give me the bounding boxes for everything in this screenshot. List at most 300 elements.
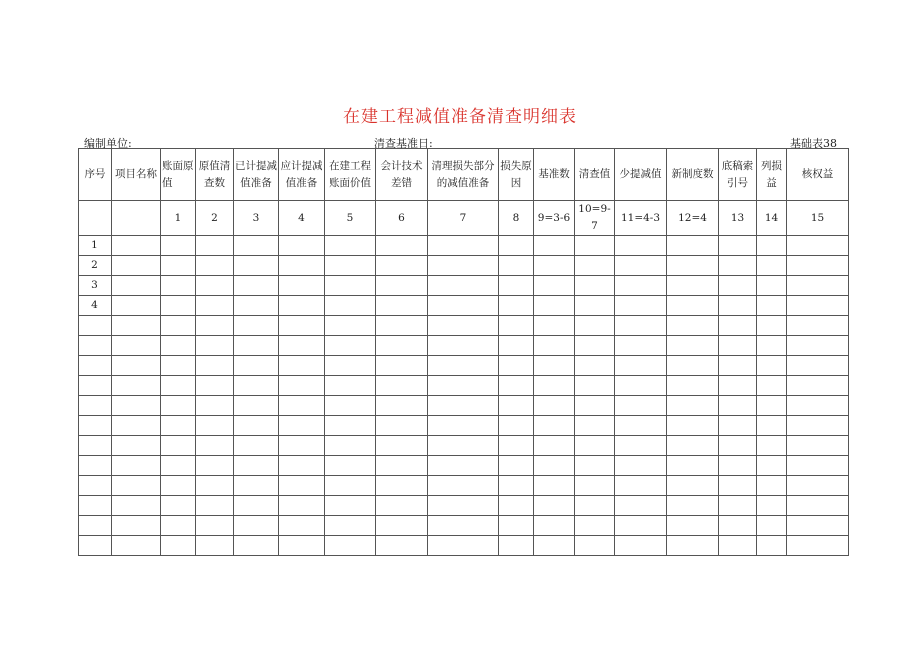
table-cell[interactable] <box>615 376 667 396</box>
table-cell[interactable] <box>234 536 279 556</box>
table-cell[interactable] <box>325 536 376 556</box>
table-cell[interactable] <box>112 336 161 356</box>
row-number <box>79 516 112 536</box>
table-cell[interactable] <box>112 236 161 256</box>
table-cell[interactable] <box>234 496 279 516</box>
table-cell[interactable] <box>719 536 757 556</box>
column-number: 10=9-7 <box>575 201 615 236</box>
table-cell[interactable] <box>534 456 575 476</box>
table-cell[interactable] <box>667 356 719 376</box>
table-cell[interactable] <box>575 536 615 556</box>
table-cell[interactable] <box>757 256 787 276</box>
table-cell[interactable] <box>757 276 787 296</box>
table-cell[interactable] <box>534 496 575 516</box>
table-cell[interactable] <box>196 336 234 356</box>
table-cell[interactable] <box>376 476 428 496</box>
row-number <box>79 396 112 416</box>
table-cell[interactable] <box>234 356 279 376</box>
column-header: 底稿索引号 <box>719 149 757 201</box>
table-cell[interactable] <box>376 536 428 556</box>
row-number: 1 <box>79 236 112 256</box>
row-number: 2 <box>79 256 112 276</box>
table-cell[interactable] <box>499 336 534 356</box>
table-cell[interactable] <box>279 396 325 416</box>
table-cell[interactable] <box>719 456 757 476</box>
column-number: 11=4-3 <box>615 201 667 236</box>
table-cell[interactable] <box>325 496 376 516</box>
table-cell[interactable] <box>719 376 757 396</box>
table-cell[interactable] <box>787 496 849 516</box>
column-header: 会计技术差错 <box>376 149 428 201</box>
table-cell[interactable] <box>161 516 196 536</box>
table-cell[interactable] <box>279 456 325 476</box>
table-cell[interactable] <box>234 336 279 356</box>
table-cell[interactable] <box>667 416 719 436</box>
table-cell[interactable] <box>161 336 196 356</box>
table-cell[interactable] <box>428 436 499 456</box>
table-cell[interactable] <box>719 496 757 516</box>
table-cell[interactable] <box>428 416 499 436</box>
table-cell[interactable] <box>428 356 499 376</box>
table-cell[interactable] <box>499 416 534 436</box>
table-cell[interactable] <box>234 376 279 396</box>
table-cell[interactable] <box>325 456 376 476</box>
table-cell[interactable] <box>161 296 196 316</box>
table-cell[interactable] <box>279 436 325 456</box>
table-cell[interactable] <box>575 296 615 316</box>
table-cell[interactable] <box>196 276 234 296</box>
table-row <box>79 296 849 316</box>
column-header: 原值清查数 <box>196 149 234 201</box>
table-cell[interactable] <box>575 316 615 336</box>
table-cell[interactable] <box>787 436 849 456</box>
table-cell[interactable] <box>279 316 325 336</box>
table-row <box>79 476 849 496</box>
table-cell[interactable] <box>325 516 376 536</box>
table-cell[interactable] <box>196 356 234 376</box>
table-cell[interactable] <box>667 456 719 476</box>
table-cell[interactable] <box>196 256 234 276</box>
table-cell[interactable] <box>667 296 719 316</box>
column-header: 清查值 <box>575 149 615 201</box>
table-cell[interactable] <box>667 476 719 496</box>
table-cell[interactable] <box>325 376 376 396</box>
table-cell[interactable] <box>376 456 428 476</box>
table-cell[interactable] <box>499 256 534 276</box>
table-cell[interactable] <box>719 256 757 276</box>
table-cell[interactable] <box>667 436 719 456</box>
column-number: 2 <box>196 201 234 236</box>
table-cell[interactable] <box>376 336 428 356</box>
table-cell[interactable] <box>279 296 325 316</box>
table-cell[interactable] <box>667 376 719 396</box>
table-cell[interactable] <box>534 396 575 416</box>
table-cell[interactable] <box>719 436 757 456</box>
table-cell[interactable] <box>325 396 376 416</box>
table-cell[interactable] <box>234 276 279 296</box>
table-cell[interactable] <box>325 336 376 356</box>
table-cell[interactable] <box>534 476 575 496</box>
table-cell[interactable] <box>499 476 534 496</box>
column-number: 1 <box>161 201 196 236</box>
table-cell[interactable] <box>196 536 234 556</box>
table-cell[interactable] <box>615 516 667 536</box>
table-cell[interactable] <box>575 256 615 276</box>
table-cell[interactable] <box>757 416 787 436</box>
table-cell[interactable] <box>615 456 667 476</box>
table-cell[interactable] <box>325 276 376 296</box>
table-cell[interactable] <box>499 396 534 416</box>
table-cell[interactable] <box>534 436 575 456</box>
table-cell[interactable] <box>787 376 849 396</box>
column-header: 损失原因 <box>499 149 534 201</box>
table-cell[interactable] <box>534 236 575 256</box>
table-cell[interactable] <box>112 456 161 476</box>
table-cell[interactable] <box>112 296 161 316</box>
table-cell[interactable] <box>719 416 757 436</box>
column-header: 核权益 <box>787 149 849 201</box>
table-cell[interactable] <box>112 396 161 416</box>
table-cell[interactable] <box>112 356 161 376</box>
table-cell[interactable] <box>499 376 534 396</box>
table-cell[interactable] <box>719 316 757 336</box>
table-cell[interactable] <box>615 236 667 256</box>
table-cell[interactable] <box>499 316 534 336</box>
table-cell[interactable] <box>376 356 428 376</box>
table-cell[interactable] <box>376 376 428 396</box>
table-row <box>79 516 849 536</box>
table-cell[interactable] <box>575 236 615 256</box>
row-number <box>79 356 112 376</box>
table-cell[interactable] <box>575 356 615 376</box>
table-cell[interactable] <box>499 536 534 556</box>
table-cell[interactable] <box>499 496 534 516</box>
table-cell[interactable] <box>615 496 667 516</box>
table-cell[interactable] <box>196 436 234 456</box>
table-cell[interactable] <box>112 276 161 296</box>
table-cell[interactable] <box>196 476 234 496</box>
column-number: 15 <box>787 201 849 236</box>
table-cell[interactable] <box>615 436 667 456</box>
column-header: 少提减值 <box>615 149 667 201</box>
table-cell[interactable] <box>234 516 279 536</box>
table-cell[interactable] <box>667 396 719 416</box>
table-cell[interactable] <box>196 456 234 476</box>
table-cell[interactable] <box>667 336 719 356</box>
table-cell[interactable] <box>757 436 787 456</box>
table-cell[interactable] <box>161 396 196 416</box>
column-number: 3 <box>234 201 279 236</box>
table-cell[interactable] <box>196 316 234 336</box>
table-cell[interactable] <box>719 276 757 296</box>
table-cell[interactable] <box>615 256 667 276</box>
table-cell[interactable] <box>196 296 234 316</box>
table-cell[interactable] <box>325 436 376 456</box>
table-cell[interactable] <box>575 336 615 356</box>
table-cell[interactable] <box>161 356 196 376</box>
table-cell[interactable] <box>161 476 196 496</box>
table-cell[interactable] <box>575 516 615 536</box>
table-cell[interactable] <box>667 316 719 336</box>
table-cell[interactable] <box>787 476 849 496</box>
table-cell[interactable] <box>325 296 376 316</box>
table-cell[interactable] <box>234 436 279 456</box>
table-cell[interactable] <box>575 416 615 436</box>
table-cell[interactable] <box>757 396 787 416</box>
table-cell[interactable] <box>196 516 234 536</box>
table-cell[interactable] <box>161 456 196 476</box>
table-cell[interactable] <box>575 396 615 416</box>
table-cell[interactable] <box>787 396 849 416</box>
table-cell[interactable] <box>196 496 234 516</box>
table-row <box>79 496 849 516</box>
table-cell[interactable] <box>787 336 849 356</box>
table-cell[interactable] <box>428 376 499 396</box>
column-header: 应计提减值准备 <box>279 149 325 201</box>
table-cell[interactable] <box>499 436 534 456</box>
table-cell[interactable] <box>161 536 196 556</box>
row-number <box>79 436 112 456</box>
table-cell[interactable] <box>428 296 499 316</box>
table-cell[interactable] <box>757 336 787 356</box>
column-number: 9=3-6 <box>534 201 575 236</box>
table-cell[interactable] <box>719 236 757 256</box>
table-cell[interactable] <box>719 336 757 356</box>
table-cell[interactable] <box>719 516 757 536</box>
table-cell[interactable] <box>428 336 499 356</box>
table-cell[interactable] <box>112 316 161 336</box>
table-cell[interactable] <box>534 356 575 376</box>
table-cell[interactable] <box>112 536 161 556</box>
table-cell[interactable] <box>499 276 534 296</box>
table-cell[interactable] <box>787 516 849 536</box>
table-cell[interactable] <box>376 316 428 336</box>
table-cell[interactable] <box>534 376 575 396</box>
table-cell[interactable] <box>615 276 667 296</box>
table-cell[interactable] <box>667 536 719 556</box>
table-cell[interactable] <box>196 236 234 256</box>
table-cell[interactable] <box>499 296 534 316</box>
table-cell[interactable] <box>615 396 667 416</box>
table-cell[interactable] <box>719 476 757 496</box>
table-cell[interactable] <box>575 276 615 296</box>
table-cell[interactable] <box>667 496 719 516</box>
table-cell[interactable] <box>757 516 787 536</box>
table-cell[interactable] <box>757 356 787 376</box>
table-cell[interactable] <box>534 516 575 536</box>
table-cell[interactable] <box>615 416 667 436</box>
table-cell[interactable] <box>161 256 196 276</box>
table-cell[interactable] <box>325 316 376 336</box>
table-cell[interactable] <box>428 496 499 516</box>
table-cell[interactable] <box>534 316 575 336</box>
table-cell[interactable] <box>615 476 667 496</box>
table-cell[interactable] <box>325 416 376 436</box>
table-cell[interactable] <box>428 236 499 256</box>
table-cell[interactable] <box>615 536 667 556</box>
table-cell[interactable] <box>787 356 849 376</box>
table-cell[interactable] <box>279 236 325 256</box>
table-cell[interactable] <box>234 476 279 496</box>
table-cell[interactable] <box>428 456 499 476</box>
table-cell[interactable] <box>615 296 667 316</box>
table-cell[interactable] <box>615 316 667 336</box>
table-cell[interactable] <box>787 276 849 296</box>
table-cell[interactable] <box>428 476 499 496</box>
table-cell[interactable] <box>757 296 787 316</box>
column-number-row <box>79 201 849 236</box>
table-cell[interactable] <box>376 396 428 416</box>
table-cell[interactable] <box>499 516 534 536</box>
table-cell[interactable] <box>196 416 234 436</box>
table-cell[interactable] <box>575 456 615 476</box>
table-cell[interactable] <box>499 456 534 476</box>
table-cell[interactable] <box>234 456 279 476</box>
row-number <box>79 496 112 516</box>
table-cell[interactable] <box>112 516 161 536</box>
table-row <box>79 336 849 356</box>
table-cell[interactable] <box>112 256 161 276</box>
table-cell[interactable] <box>279 516 325 536</box>
table-cell[interactable] <box>279 476 325 496</box>
table-cell[interactable] <box>575 436 615 456</box>
table-cell[interactable] <box>234 296 279 316</box>
table-cell[interactable] <box>279 536 325 556</box>
table-cell[interactable] <box>667 236 719 256</box>
table-cell[interactable] <box>787 236 849 256</box>
table-cell[interactable] <box>534 536 575 556</box>
table-cell[interactable] <box>428 536 499 556</box>
table-cell[interactable] <box>279 336 325 356</box>
table-cell[interactable] <box>615 336 667 356</box>
table-cell[interactable] <box>161 276 196 296</box>
table-cell[interactable] <box>325 356 376 376</box>
column-number: 5 <box>325 201 376 236</box>
table-row <box>79 236 849 256</box>
table-cell[interactable] <box>376 276 428 296</box>
table-cell[interactable] <box>376 256 428 276</box>
table-row <box>79 416 849 436</box>
table-cell[interactable] <box>575 496 615 516</box>
table-cell[interactable] <box>112 436 161 456</box>
table-cell[interactable] <box>534 336 575 356</box>
column-header: 在建工程账面价值 <box>325 149 376 201</box>
table-cell[interactable] <box>325 256 376 276</box>
table-cell[interactable] <box>787 456 849 476</box>
table-cell[interactable] <box>196 376 234 396</box>
table-row <box>79 276 849 296</box>
table-cell[interactable] <box>279 256 325 276</box>
table-cell[interactable] <box>234 236 279 256</box>
table-cell[interactable] <box>161 496 196 516</box>
table-cell[interactable] <box>161 416 196 436</box>
table-cell[interactable] <box>325 476 376 496</box>
table-cell[interactable] <box>234 256 279 276</box>
row-number <box>79 476 112 496</box>
table-cell[interactable] <box>499 356 534 376</box>
table-cell[interactable] <box>279 376 325 396</box>
table-cell[interactable] <box>757 316 787 336</box>
table-cell[interactable] <box>757 476 787 496</box>
table-cell[interactable] <box>757 236 787 256</box>
table-cell[interactable] <box>787 316 849 336</box>
table-row <box>79 356 849 376</box>
table-cell[interactable] <box>499 236 534 256</box>
table-cell[interactable] <box>719 396 757 416</box>
table-cell[interactable] <box>428 256 499 276</box>
table-cell[interactable] <box>279 496 325 516</box>
row-number <box>79 376 112 396</box>
table-cell[interactable] <box>667 256 719 276</box>
table-cell[interactable] <box>667 276 719 296</box>
table-cell[interactable] <box>161 236 196 256</box>
column-header: 清理损失部分的减值准备 <box>428 149 499 201</box>
table-cell[interactable] <box>279 416 325 436</box>
table-cell[interactable] <box>376 436 428 456</box>
table-cell[interactable] <box>376 516 428 536</box>
table-cell[interactable] <box>279 276 325 296</box>
column-header: 列损益 <box>757 149 787 201</box>
table-cell[interactable] <box>112 376 161 396</box>
table-cell[interactable] <box>667 516 719 536</box>
table-cell[interactable] <box>234 316 279 336</box>
table-cell[interactable] <box>575 376 615 396</box>
table-cell[interactable] <box>534 256 575 276</box>
table-cell[interactable] <box>234 396 279 416</box>
table-cell[interactable] <box>534 416 575 436</box>
table-cell[interactable] <box>787 536 849 556</box>
table-cell[interactable] <box>428 316 499 336</box>
table-cell[interactable] <box>112 496 161 516</box>
table-cell[interactable] <box>757 496 787 516</box>
table-cell[interactable] <box>719 356 757 376</box>
table-cell[interactable] <box>787 296 849 316</box>
table-cell[interactable] <box>757 376 787 396</box>
table-cell[interactable] <box>161 436 196 456</box>
row-number: 4 <box>79 296 112 316</box>
table-cell[interactable] <box>575 476 615 496</box>
table-cell[interactable] <box>428 276 499 296</box>
table-cell[interactable] <box>534 296 575 316</box>
table-cell[interactable] <box>757 456 787 476</box>
column-number: 12=4 <box>667 201 719 236</box>
table-cell[interactable] <box>757 536 787 556</box>
table-cell[interactable] <box>234 416 279 436</box>
table-cell[interactable] <box>787 256 849 276</box>
table-cell[interactable] <box>428 516 499 536</box>
table-cell[interactable] <box>112 476 161 496</box>
table-cell[interactable] <box>615 356 667 376</box>
table-cell[interactable] <box>376 416 428 436</box>
table-cell[interactable] <box>196 396 234 416</box>
column-number: 7 <box>428 201 499 236</box>
table-cell[interactable] <box>279 356 325 376</box>
table-cell[interactable] <box>161 316 196 336</box>
table-cell[interactable] <box>325 236 376 256</box>
detail-table <box>78 148 849 556</box>
table-cell[interactable] <box>534 276 575 296</box>
table-cell[interactable] <box>376 496 428 516</box>
table-cell[interactable] <box>161 376 196 396</box>
table-cell[interactable] <box>787 416 849 436</box>
table-cell[interactable] <box>112 416 161 436</box>
row-number <box>79 456 112 476</box>
table-cell[interactable] <box>376 296 428 316</box>
preparing-unit-label: 编制单位: <box>84 137 132 150</box>
table-cell[interactable] <box>719 296 757 316</box>
table-cell[interactable] <box>376 236 428 256</box>
table-cell[interactable] <box>428 396 499 416</box>
